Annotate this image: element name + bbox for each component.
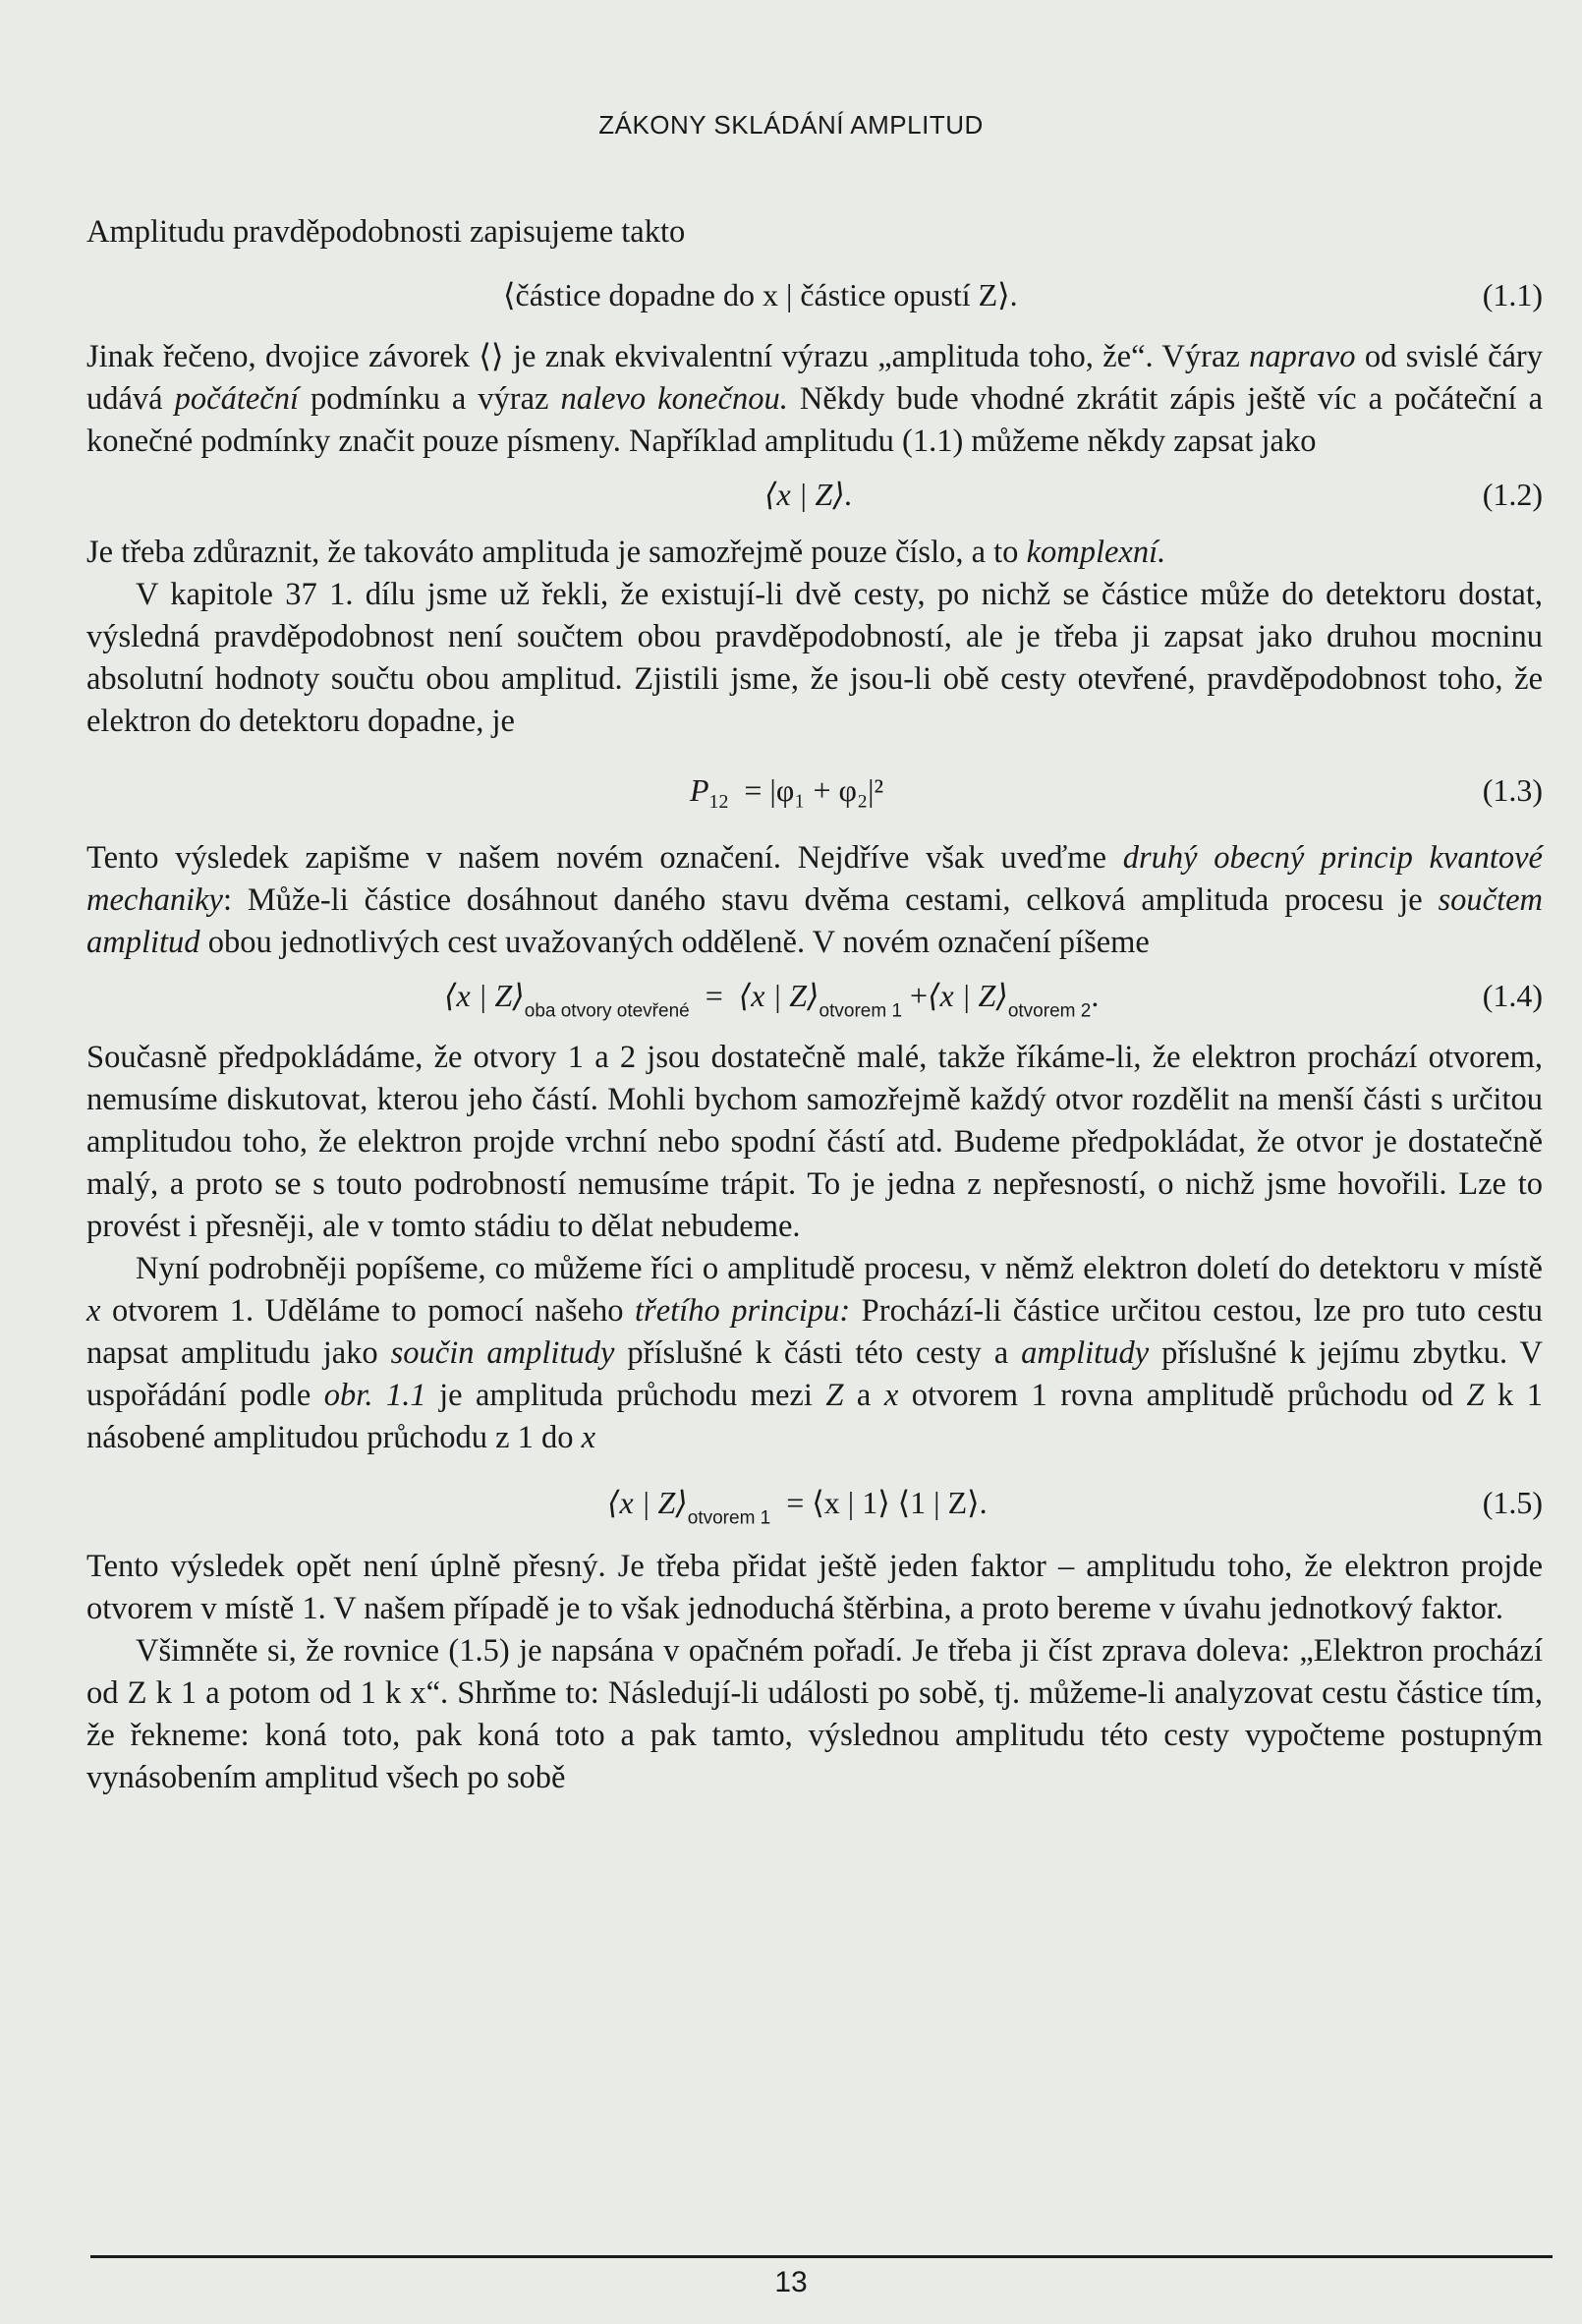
equation-number: (1.5) [1482,1485,1543,1520]
equation-subscript: otvorem 2 [1007,1000,1092,1022]
equation-lhs: ⟨x | Z⟩ [607,1485,688,1520]
equation-term: ⟨x | Z⟩ [444,978,525,1013]
equation-expression: ⟨částice dopadne do x | částice opustí Z⟩. [503,277,1018,312]
page-number: 13 [774,2266,808,2298]
equation-expression: ⟨x | Z⟩. [764,477,853,512]
equation-lhs-subscript: otvorem 1 [687,1507,771,1529]
paragraph: V kapitole 37 1. dílu jsme už řekli, že existují-li dvě cesty, po nichž se částice může do detektoru dostat, výsledná pravděpodobnost není součtem obou pravděpodobností, ale je třeba ji zapsat jako druhou mocninu absolutní hodnoty součtu obou amplitud. Zjistili jsme, že jsou-li obě cesty otevřené, pravděpodobnost toho, že elektron do detektoru dopadne, je [86,577,1543,739]
equation-1-3 [86,743,1543,837]
equation-rhs: = ⟨x | 1⟩ ⟨1 | Z⟩. [786,1485,988,1520]
paragraph: Nyní podrobněji popíšeme, co můžeme říci o amplitudě procesu, v němž elektron doletí do detektoru v místě x otvorem 1. Uděláme to pomocí našeho třetího principu: Prochází-li částice určitou cestou, lze pro tuto cestu napsat amplitudu jako součin amplitudy příslušné k části této cesty a amplitudy příslušné k jejímu zbytku. V uspořádání podle obr. 1.1 je amplituda průchodu mezi Z a x otvorem 1 rovna amplitudě průchodu od Z k 1 násobené amplitudou průchodu z 1 do x [86,1251,1544,1455]
equation-1-4: ⟨x | $Z⟩_{oba otvory otevřené}$ = ⟨x | $Z⟩_{otvorem 1}$ +⟨x | $Z⟩_{otvorem 2}$. (1.4) [86,964,1543,1027]
equation-rhs: = |φ₁ + φ₂|² [744,772,884,808]
equation-subscript: otvorem 1 [819,1000,903,1022]
paragraph: Současně předpokládáme, že otvory 1 a 2 jsou dostatečně malé, takže říkáme-li, že elektron prochází otvorem, nemusíme diskutovat, kterou jeho částí. Mohli bychom samozřejmě každý otvor rozdělit na menší části s určitou amplitudou toho, že elektron projde vrchní nebo spodní částí atd. Budeme předpokládat, že otvor je dostatečně malý, a proto se s touto podrobností nemusíme trápit. To je jedna z nepřesností, o nichž jsme hovořili. Lze to provést i přesněji, ale v tomto stádiu to dělat nebudeme. [86,1040,1543,1244]
equation-lhs-subscript: 12 [708,790,729,813]
equation-number: (1.4) [1482,978,1543,1013]
equation-1-2 [86,463,1543,526]
page-body [86,211,1543,1799]
equation-number: (1.1) [1482,277,1543,312]
equation-term: ⟨x | Z⟩ [738,978,819,1013]
equation-1-1 [86,254,1543,336]
paragraph: Všimněte si, že rovnice (1.5) je napsána v opačném pořadí. Je třeba ji číst zprava doleva: „Elektron prochází od Z k 1 a potom od 1 k x“. Shrňme to: Následují-li události po sobě, tj. můžeme-li analyzovat cestu částice tím, že řekneme: koná toto, pak koná toto a pak tamto, výslednou amplitudu této cesty vypočteme postupným vynásobením amplitud všech po sobě [86,1633,1543,1795]
running-header: ZÁKONY SKLÁDÁNÍ AMPLITUD [598,110,984,140]
equation-number: (1.3) [1482,772,1543,808]
equation-number: (1.2) [1482,477,1543,512]
paragraph: Amplitudu pravděpodobnosti zapisujeme takto [86,214,686,250]
footer-rule [90,2255,1553,2258]
equation-subscript: oba otvory otevřené [524,1000,690,1022]
equation-term: ⟨x | Z⟩ [928,978,1008,1013]
equation-1-5 [86,1459,1543,1546]
paragraph: Je třeba zdůraznit, že takováto amplituda je samozřejmě pouze číslo, a to komplexní. [86,535,1166,570]
paragraph: Jinak řečeno, dvojice závorek ⟨⟩ je znak ekvivalentní výrazu „amplituda toho, že“. Výraz napravo od svislé čáry udává počáteční podmínku a výraz nalevo konečnou. Někdy bude vhodné zkrátit zápis ještě víc a počáteční a konečné podmínky značit pouze písmeny. Například amplitudu (1.1) můžeme někdy zapsat jako [86,339,1544,459]
paragraph: Tento výsledek zapišme v našem novém označení. Nejdříve však uveďme druhý obecný princip kvantové mechaniky: Může-li částice dosáhnout daného stavu dvěma cestami, celková amplituda procesu je součtem amplitud obou jednotlivých cest uvažovaných odděleně. V novém označení píšeme [86,840,1543,960]
equation-lhs: P [690,772,709,808]
paragraph: Tento výsledek opět není úplně přesný. Je třeba přidat ještě jeden faktor – amplitudu toho, že elektron projde otvorem v místě 1. V našem případě je to však jednoduchá štěrbina, a proto bereme v úvahu jednotkový faktor. [86,1549,1543,1626]
